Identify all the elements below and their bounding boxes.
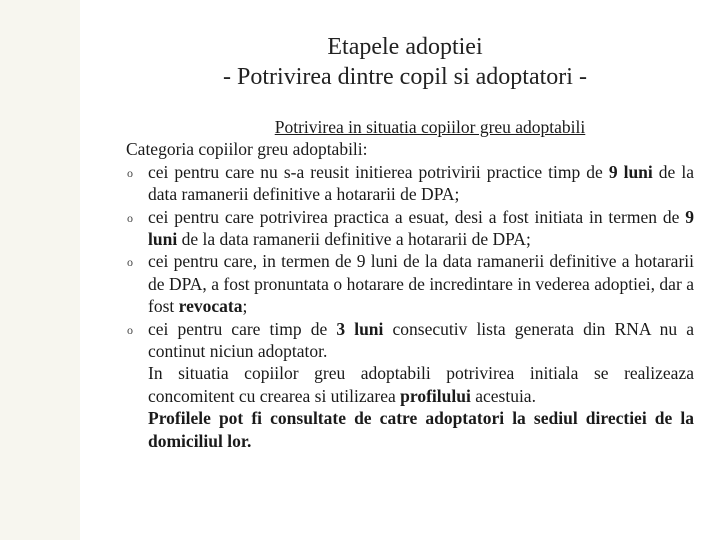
slide-content <box>126 116 694 452</box>
paragraph-emphasis: profilului <box>400 385 471 406</box>
slide-title <box>100 32 710 92</box>
bullet-circle-icon: o <box>127 210 133 225</box>
bullet-emphasis: 9 luni <box>148 206 694 250</box>
bullet-emphasis: 3 luni <box>336 318 384 339</box>
list-item <box>126 206 694 251</box>
paragraph-consult <box>126 407 694 452</box>
bullet-emphasis: 9 luni <box>608 161 653 182</box>
paragraph-text: acestuia. <box>470 385 536 406</box>
list-item <box>126 318 694 363</box>
list-item <box>126 161 694 206</box>
bullet-text: de la data ramanerii definitive a hotararii de DPA; <box>148 161 694 205</box>
left-decorative-band <box>0 0 80 540</box>
bullet-text: ; <box>242 296 248 317</box>
bullet-text: cei pentru care, in termen de 9 luni de la data ramanerii definitive a hotararii de DPA, a fost pronuntata o hotarare de incredintare in vederea adoptiei, dar a fost <box>148 251 694 317</box>
bullet-circle-icon: o <box>127 165 133 180</box>
bullet-text: consecutiv lista generata din RNA nu a continut niciun adoptator. <box>148 318 694 362</box>
bullet-text: cei pentru care timp de <box>148 318 337 339</box>
bullet-text: cei pentru care potrivirea practica a esuat, desi a fost initiata in termen de <box>148 206 686 227</box>
bullet-emphasis: revocata <box>178 296 243 317</box>
bullet-circle-icon: o <box>127 322 133 337</box>
title-line-2: - Potrivirea dintre copil si adoptatori - <box>223 64 587 90</box>
bullet-text: de la data ramanerii definitive a hotararii de DPA; <box>177 229 531 250</box>
bullet-text: cei pentru care nu s-a reusit initierea potrivirii practice timp de <box>148 161 609 182</box>
title-line-1: Etapele adoptiei <box>327 34 483 60</box>
bullet-list <box>126 161 694 363</box>
subheading: Potrivirea in situatia copiilor greu adoptabili <box>274 117 586 137</box>
paragraph-text: In situatia copiilor greu adoptabili potrivirea initiala se realizeaza concomitent cu crearea si utilizarea <box>148 363 694 406</box>
bullet-circle-icon: o <box>127 255 133 270</box>
list-item <box>126 250 694 317</box>
paragraph-bold: Profilele pot fi consultate de catre adoptatori la sediul directiei de la domiciliul lor. <box>148 408 694 451</box>
paragraph-profile <box>126 362 694 407</box>
lead-text: Categoria copiilor greu adoptabili: <box>126 139 368 160</box>
